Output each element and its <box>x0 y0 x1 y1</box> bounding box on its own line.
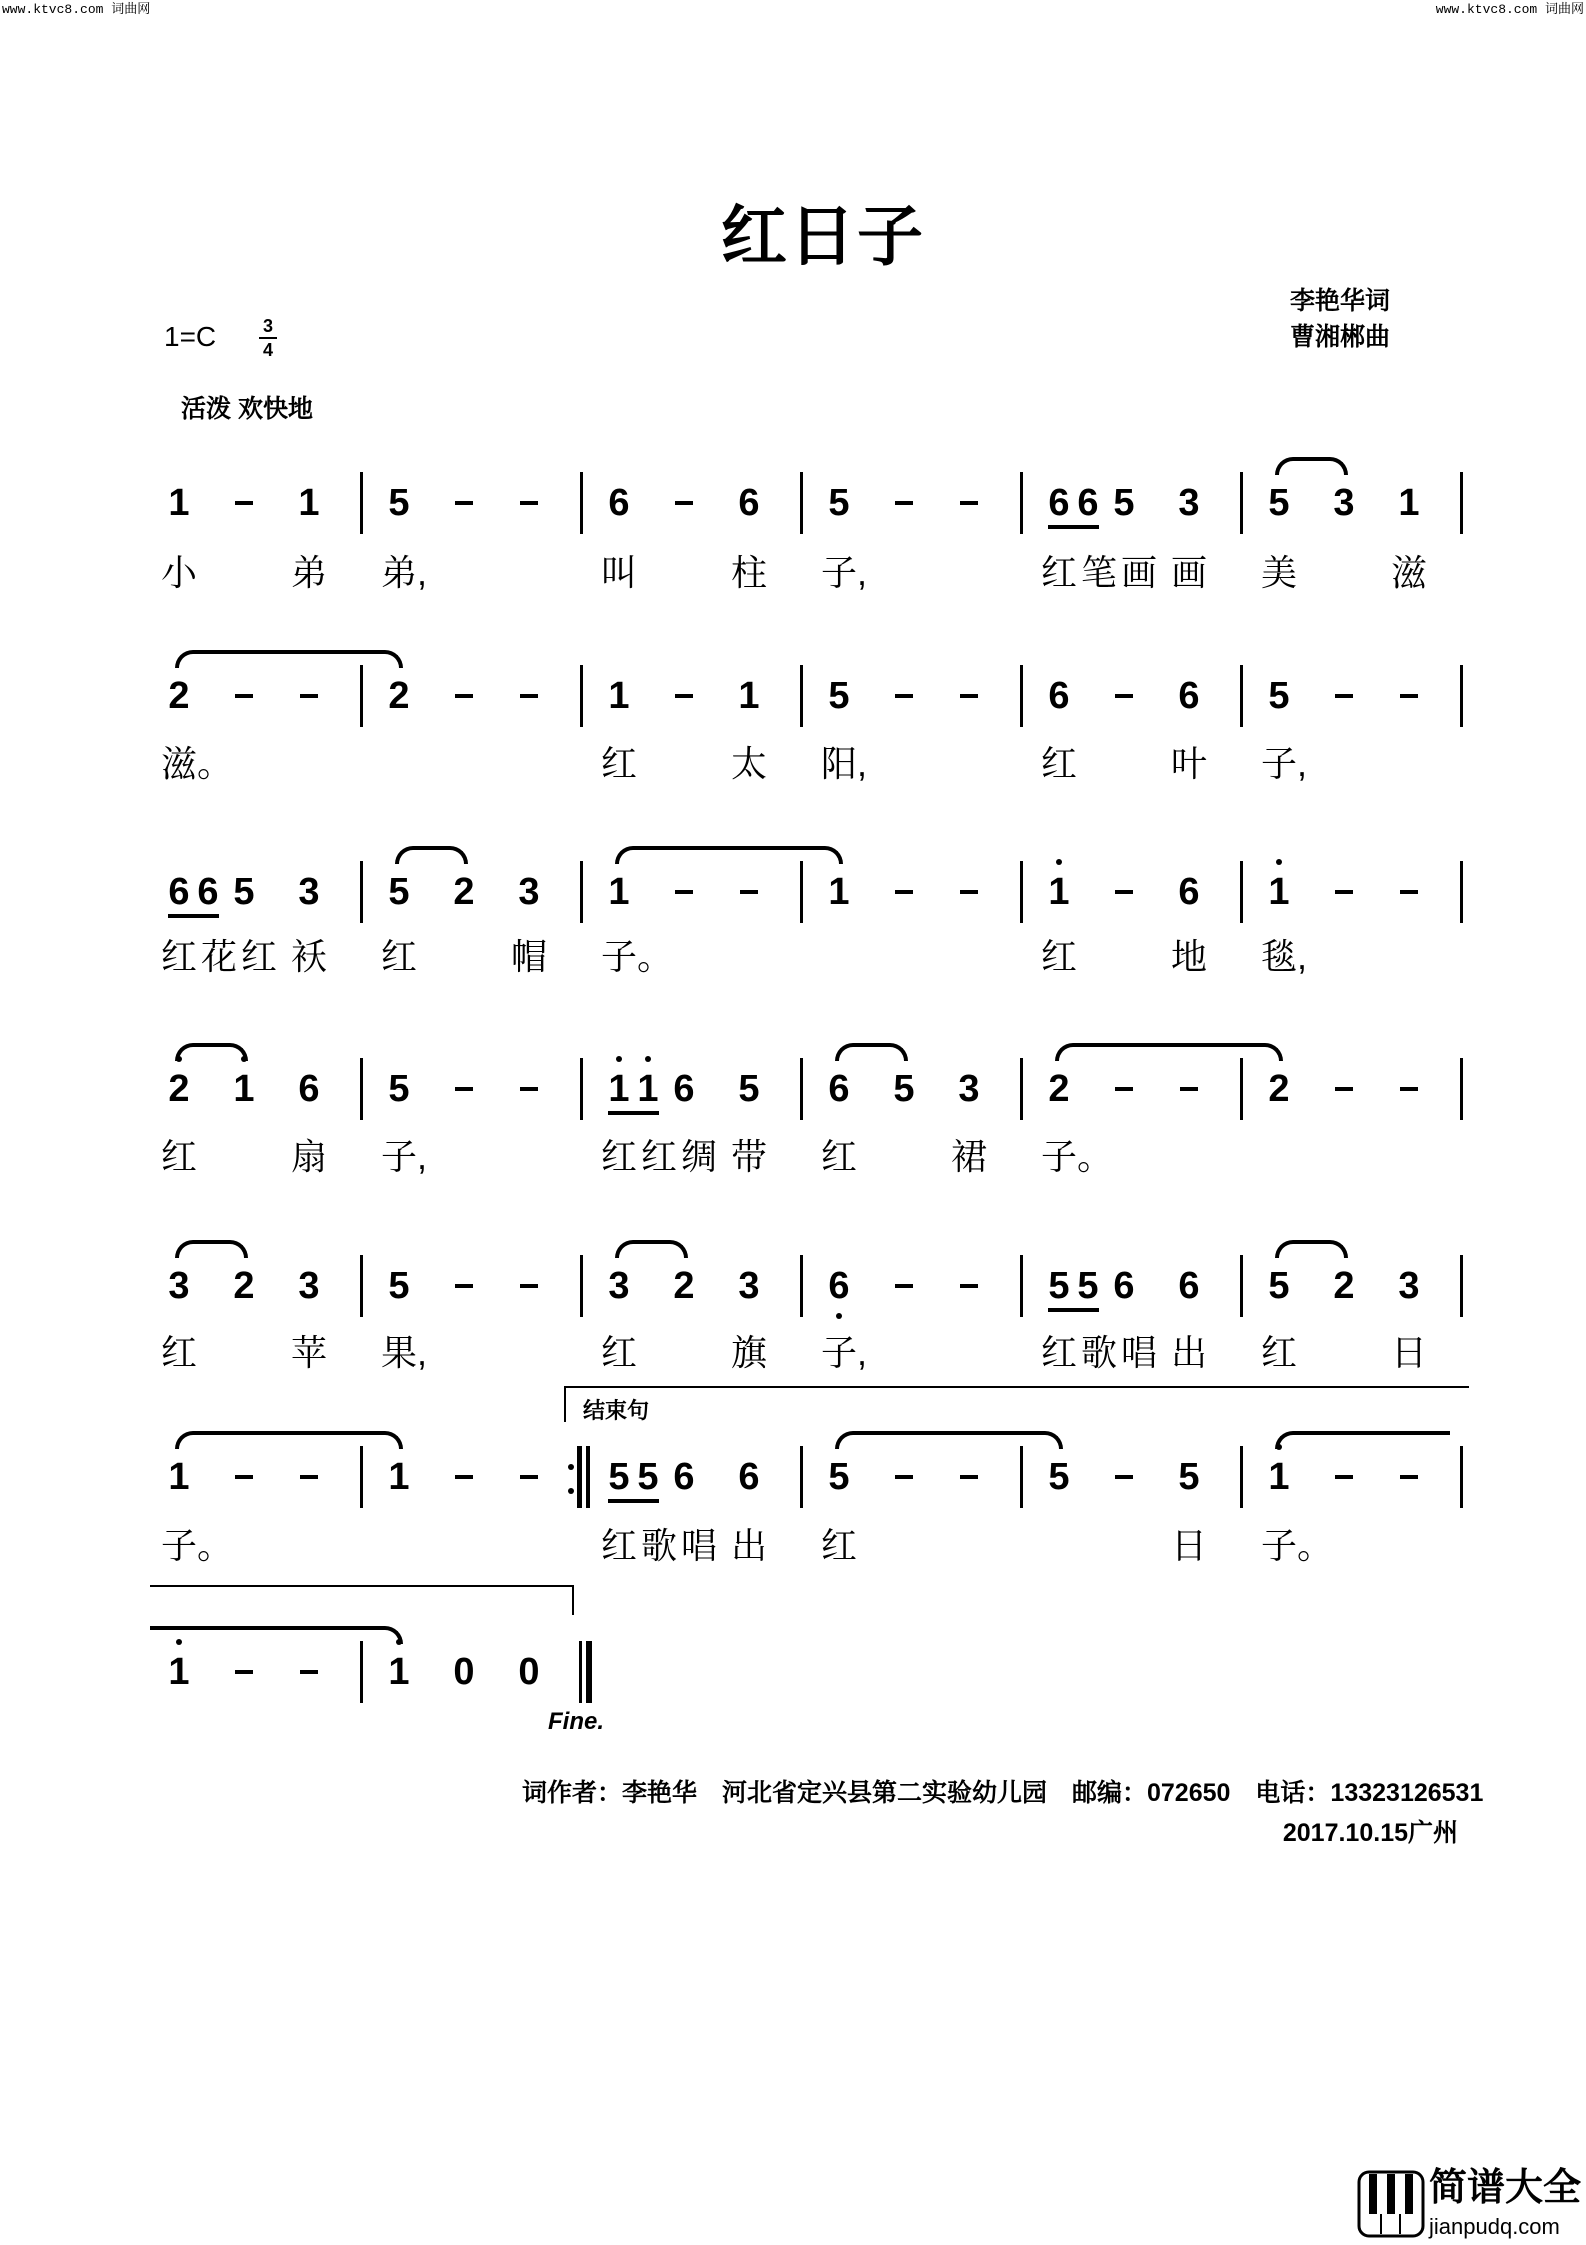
note: 1 <box>388 1456 410 1498</box>
lyric-word: 子。 <box>1041 1136 1114 1177</box>
repeat-dot <box>568 1488 574 1494</box>
barline <box>1020 1058 1023 1120</box>
slur <box>835 1043 908 1061</box>
note-dash <box>960 890 978 894</box>
note-dash <box>1115 890 1133 894</box>
note: 5 <box>1268 1265 1290 1307</box>
lyric-word: 小 <box>161 552 198 593</box>
slur <box>1055 1043 1283 1061</box>
note: 6 <box>1048 675 1070 717</box>
lyric-word: 红 <box>1261 1332 1298 1373</box>
slur <box>615 1240 688 1258</box>
watermark-left: www.ktvc8.com 词曲网 <box>2 2 151 17</box>
logo-name: 简谱大全 <box>1429 2167 1582 2209</box>
note-dash <box>300 1670 318 1674</box>
key-signature: 1=C <box>164 321 217 352</box>
note: 2 <box>168 1068 190 1110</box>
lyric-word: 扇 <box>291 1136 328 1177</box>
slur <box>835 1431 1063 1449</box>
note: 5 <box>388 1068 410 1110</box>
note-dash <box>520 694 538 698</box>
lyric-word: 红 <box>1041 936 1078 977</box>
note-dash <box>895 694 913 698</box>
lyric-word: 红 <box>161 1136 198 1177</box>
note: 6 <box>1178 1265 1200 1307</box>
time-signature-bottom: 4 <box>262 340 273 360</box>
lyric-word: 旗 <box>731 1332 768 1373</box>
barline <box>1240 861 1243 923</box>
barline <box>800 1255 803 1317</box>
barline <box>360 1446 363 1508</box>
note-dash <box>455 501 473 505</box>
note: 6 <box>197 871 219 913</box>
lyric-word: 日 <box>1391 1332 1428 1373</box>
note: 1 <box>608 675 630 717</box>
lyric-word: 子, <box>821 1332 868 1373</box>
note: 6 <box>1048 482 1070 524</box>
octave-high-dot <box>1276 859 1282 865</box>
note: 3 <box>168 1265 190 1307</box>
barline <box>1020 472 1023 534</box>
slur <box>1275 1240 1348 1258</box>
note-dash <box>675 890 693 894</box>
lyric-word: 唱 <box>681 1525 718 1566</box>
slur <box>395 846 468 864</box>
note: 3 <box>1178 482 1200 524</box>
slur <box>175 1043 248 1061</box>
note: 2 <box>1048 1068 1070 1110</box>
note: 3 <box>958 1068 980 1110</box>
lyric-word: 红 <box>1041 1332 1078 1373</box>
lyricist-credit: 李艳华词 <box>1290 287 1391 315</box>
time-signature-top: 3 <box>262 316 273 336</box>
lyric-word: 红 <box>821 1136 858 1177</box>
note-dash <box>1400 1475 1418 1479</box>
barline <box>800 861 803 923</box>
note: 1 <box>168 1456 190 1498</box>
note: 1 <box>608 1068 630 1110</box>
note-dash <box>455 1475 473 1479</box>
barline <box>800 472 803 534</box>
repeat-bar-thick <box>577 1446 582 1508</box>
note-dash <box>1400 694 1418 698</box>
barline <box>360 665 363 727</box>
lyric-word: 子, <box>381 1136 428 1177</box>
barline <box>580 1255 583 1317</box>
note: 5 <box>637 1456 659 1498</box>
barline <box>360 1641 363 1703</box>
note-dash <box>1115 1087 1133 1091</box>
note: 5 <box>1178 1456 1200 1498</box>
note-dash <box>960 694 978 698</box>
note-dash <box>455 1284 473 1288</box>
lyric-word: 阳, <box>821 743 868 784</box>
barline <box>1460 1058 1463 1120</box>
barline <box>1240 472 1243 534</box>
note-dash <box>960 501 978 505</box>
lyric-word: 歌 <box>1081 1332 1118 1373</box>
tempo-marking: 活泼 欢快地 <box>181 395 313 423</box>
lyric-word: 花 <box>201 936 238 977</box>
note-dash <box>675 501 693 505</box>
eighth-beam <box>608 1111 659 1115</box>
note-dash <box>520 1475 538 1479</box>
lyric-word: 绸 <box>681 1136 718 1177</box>
note: 3 <box>298 1265 320 1307</box>
ending-label: 结束句 <box>583 1398 650 1423</box>
note: 5 <box>388 482 410 524</box>
note-dash <box>300 1475 318 1479</box>
note: 6 <box>298 1068 320 1110</box>
octave-high-dot <box>616 1056 622 1062</box>
piano-keys-icon <box>1357 2170 1425 2238</box>
note-dash <box>1335 694 1353 698</box>
barline <box>580 665 583 727</box>
barline <box>1020 665 1023 727</box>
repeat-dot <box>568 1464 574 1470</box>
note-dash <box>1400 1087 1418 1091</box>
note: 6 <box>738 482 760 524</box>
lyric-word: 出 <box>1171 1332 1208 1373</box>
note: 6 <box>828 1068 850 1110</box>
note: 1 <box>1268 1456 1290 1498</box>
barline <box>800 1058 803 1120</box>
barline <box>360 472 363 534</box>
note-dash <box>1335 1087 1353 1091</box>
lyric-word: 柱 <box>731 552 768 593</box>
lyric-word: 红 <box>241 936 278 977</box>
barline <box>800 665 803 727</box>
note: 5 <box>828 1456 850 1498</box>
barline <box>1460 665 1463 727</box>
note-dash <box>675 694 693 698</box>
note-dash <box>455 694 473 698</box>
note: 6 <box>673 1068 695 1110</box>
slur <box>615 846 843 864</box>
note: 6 <box>828 1265 850 1307</box>
site-logo <box>1357 2166 1583 2242</box>
time-signature-divider <box>259 337 277 339</box>
slur <box>150 1626 403 1644</box>
slur <box>1275 457 1348 475</box>
lyric-word: 叫 <box>601 552 638 593</box>
note-dash <box>1115 694 1133 698</box>
note: 6 <box>608 482 630 524</box>
lyric-word: 红 <box>601 1136 638 1177</box>
ending-bracket-right <box>572 1585 574 1615</box>
slur <box>175 1431 403 1449</box>
lyric-word: 日 <box>1171 1525 1208 1566</box>
note: 1 <box>168 482 190 524</box>
note-dash <box>895 1475 913 1479</box>
repeat-bar <box>586 1446 590 1508</box>
lyric-word: 太 <box>731 743 768 784</box>
note: 5 <box>828 482 850 524</box>
eighth-beam <box>1048 525 1099 529</box>
lyric-word: 画 <box>1171 552 1208 593</box>
note: 2 <box>388 675 410 717</box>
barline <box>1240 1058 1243 1120</box>
octave-high-dot <box>645 1056 651 1062</box>
note-dash <box>235 1475 253 1479</box>
lyric-word: 地 <box>1171 936 1208 977</box>
page-title: 红日子 <box>721 199 925 273</box>
ending-bracket-line-2 <box>150 1585 574 1587</box>
lyric-word: 笔 <box>1081 552 1118 593</box>
note-dash <box>520 1284 538 1288</box>
note: 2 <box>168 675 190 717</box>
note: 5 <box>388 871 410 913</box>
barline <box>1020 861 1023 923</box>
lyric-word: 红 <box>161 1332 198 1373</box>
barline <box>360 1058 363 1120</box>
lyric-word: 果, <box>381 1332 428 1373</box>
footer-date: 2017.10.15广州 <box>1282 1819 1458 1847</box>
note: 0 <box>453 1651 475 1693</box>
barline <box>1240 1255 1243 1317</box>
lyric-word: 红 <box>601 1525 638 1566</box>
lyric-word: 红 <box>381 936 418 977</box>
note-dash <box>1115 1475 1133 1479</box>
note: 6 <box>738 1456 760 1498</box>
note: 5 <box>1268 675 1290 717</box>
note: 1 <box>1048 871 1070 913</box>
lyric-word: 叶 <box>1171 743 1208 784</box>
note: 1 <box>298 482 320 524</box>
note-dash <box>1180 1087 1198 1091</box>
note: 5 <box>1268 482 1290 524</box>
lyric-word: 红 <box>601 743 638 784</box>
note: 6 <box>1113 1265 1135 1307</box>
slur <box>175 1240 248 1258</box>
lyric-word: 红 <box>641 1136 678 1177</box>
lyric-word: 出 <box>731 1525 768 1566</box>
lyric-word: 子。 <box>161 1525 234 1566</box>
note-dash <box>895 501 913 505</box>
lyric-word: 子, <box>1261 743 1308 784</box>
eighth-beam <box>168 914 219 918</box>
lyric-word: 子。 <box>601 936 674 977</box>
lyric-word: 滋。 <box>161 743 234 784</box>
octave-low-dot <box>836 1313 842 1319</box>
watermark-right: www.ktvc8.com 词曲网 <box>1435 2 1584 17</box>
lyric-word: 弟, <box>381 552 428 593</box>
note: 1 <box>637 1068 659 1110</box>
barline <box>580 1058 583 1120</box>
note: 5 <box>893 1068 915 1110</box>
note: 1 <box>608 871 630 913</box>
note-dash <box>740 890 758 894</box>
lyric-word: 苹 <box>291 1332 328 1373</box>
note-dash <box>1335 890 1353 894</box>
lyric-word: 画 <box>1121 552 1158 593</box>
ending-bracket-left <box>564 1386 566 1422</box>
note: 6 <box>1178 871 1200 913</box>
note-dash <box>235 501 253 505</box>
lyric-word: 带 <box>731 1136 768 1177</box>
note-dash <box>520 1087 538 1091</box>
note: 1 <box>168 1651 190 1693</box>
note: 6 <box>1077 482 1099 524</box>
slur <box>175 650 403 668</box>
barline <box>1020 1446 1023 1508</box>
note: 6 <box>168 871 190 913</box>
time-signature <box>259 316 277 360</box>
note-dash <box>300 694 318 698</box>
note: 6 <box>673 1456 695 1498</box>
note: 5 <box>233 871 255 913</box>
note: 1 <box>1268 871 1290 913</box>
note-dash <box>960 1284 978 1288</box>
note: 1 <box>388 1651 410 1693</box>
note-dash <box>520 501 538 505</box>
octave-high-dot <box>1056 859 1062 865</box>
note: 5 <box>1048 1265 1070 1307</box>
note: 3 <box>738 1265 760 1307</box>
barline <box>1460 1446 1463 1508</box>
note: 5 <box>608 1456 630 1498</box>
note: 3 <box>1398 1265 1420 1307</box>
note-dash <box>1400 890 1418 894</box>
note: 5 <box>1113 482 1135 524</box>
slur <box>1275 1431 1450 1449</box>
lyric-word: 红 <box>601 1332 638 1373</box>
note-dash <box>960 1475 978 1479</box>
barline <box>1240 1446 1243 1508</box>
lyric-word: 袄 <box>291 936 328 977</box>
eighth-beam <box>608 1499 659 1503</box>
note: 3 <box>1333 482 1355 524</box>
final-bar-thin <box>579 1641 582 1703</box>
note: 0 <box>518 1651 540 1693</box>
barline <box>1020 1255 1023 1317</box>
note-dash <box>895 890 913 894</box>
final-bar-thick <box>586 1641 592 1703</box>
fine-marking: Fine. <box>548 1708 605 1735</box>
note: 3 <box>298 871 320 913</box>
note: 1 <box>233 1068 255 1110</box>
note: 2 <box>233 1265 255 1307</box>
note-dash <box>235 1670 253 1674</box>
note: 6 <box>1178 675 1200 717</box>
barline <box>1240 665 1243 727</box>
note: 2 <box>1268 1068 1290 1110</box>
barline <box>1460 861 1463 923</box>
barline <box>360 861 363 923</box>
note: 1 <box>1398 482 1420 524</box>
lyric-word: 裙 <box>951 1136 988 1177</box>
barline <box>1460 1255 1463 1317</box>
lyric-word: 唱 <box>1121 1332 1158 1373</box>
note: 5 <box>828 675 850 717</box>
lyric-word: 弟 <box>291 552 328 593</box>
lyric-word: 歌 <box>641 1525 678 1566</box>
lyric-word: 毯, <box>1261 936 1308 977</box>
composer-credit: 曹湘郴曲 <box>1290 323 1391 351</box>
note: 1 <box>738 675 760 717</box>
logo-url: jianpudq.com <box>1429 2214 1560 2239</box>
note-dash <box>455 1087 473 1091</box>
barline <box>580 472 583 534</box>
barline <box>800 1446 803 1508</box>
barline <box>580 861 583 923</box>
note: 1 <box>828 871 850 913</box>
note: 2 <box>673 1265 695 1307</box>
note-dash <box>895 1284 913 1288</box>
lyric-word: 红 <box>161 936 198 977</box>
note: 5 <box>1077 1265 1099 1307</box>
lyric-word: 帽 <box>511 936 548 977</box>
lyric-word: 红 <box>1041 552 1078 593</box>
note: 2 <box>1333 1265 1355 1307</box>
note: 5 <box>388 1265 410 1307</box>
lyric-word: 子。 <box>1261 1525 1334 1566</box>
lyric-word: 子, <box>821 552 868 593</box>
note-dash <box>1335 1475 1353 1479</box>
note: 3 <box>518 871 540 913</box>
ending-bracket-line <box>564 1386 1469 1388</box>
note: 5 <box>738 1068 760 1110</box>
eighth-beam <box>1048 1308 1099 1312</box>
footer-info: 词作者：李艳华 河北省定兴县第二实验幼儿园 邮编：072650 电话：13323126531 <box>522 1779 1484 1807</box>
barline <box>360 1255 363 1317</box>
lyric-word: 美 <box>1261 552 1298 593</box>
note: 5 <box>1048 1456 1070 1498</box>
lyric-word: 红 <box>1041 743 1078 784</box>
lyric-word: 红 <box>821 1525 858 1566</box>
note: 3 <box>608 1265 630 1307</box>
lyric-word: 滋 <box>1391 552 1428 593</box>
note: 2 <box>453 871 475 913</box>
barline <box>1460 472 1463 534</box>
note-dash <box>235 694 253 698</box>
